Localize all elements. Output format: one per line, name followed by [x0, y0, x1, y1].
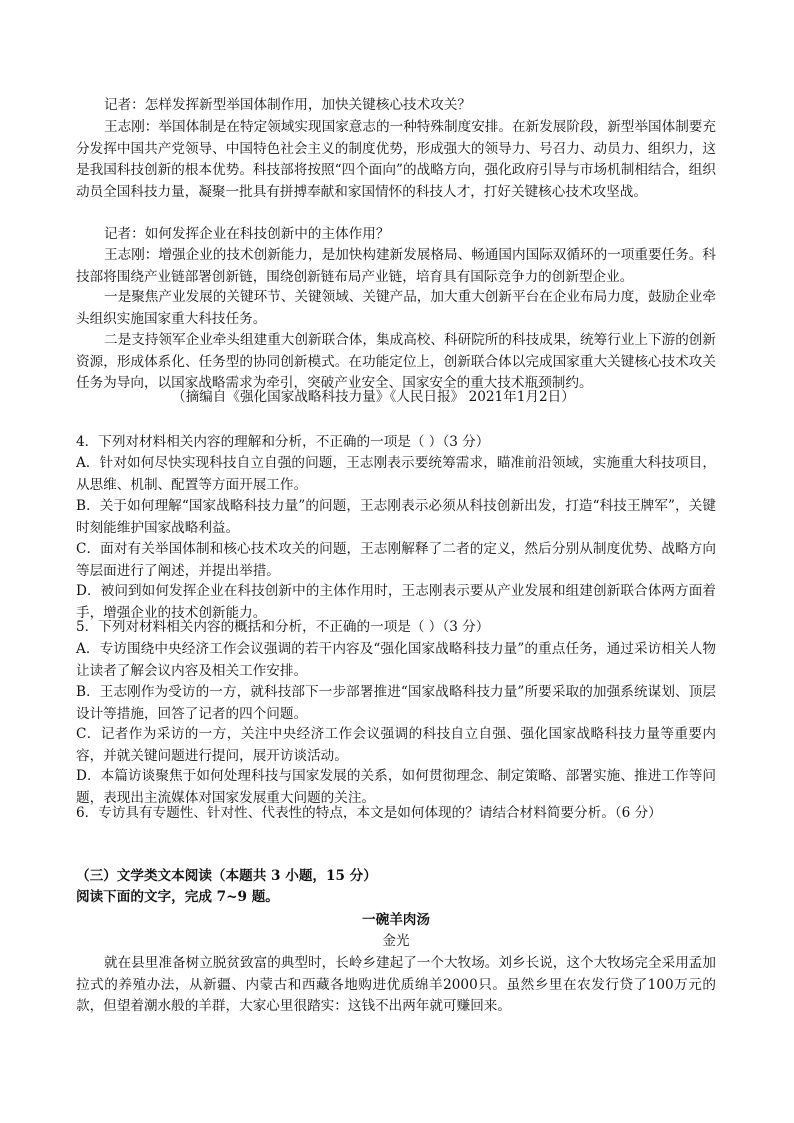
interview-answer-4: 二是支持领军企业牵头组建重大创新联合体，集成高校、科研院所的科技成果，统筹行业上下游的创新资源，形成体系化、任务型的协同创新模式。在功能定位上，创新联合体以完成国家重大关键核心技术攻关任务为导向，以国家战略需求为牵引，突破产业安全、国家安全的重大技术瓶颈制约。: [76, 332, 716, 391]
source-citation: （摘编自《强化国家战略科技力量》《人民日报》 2021年1月2日）: [172, 389, 575, 405]
question-5-option-d: D．本篇访谈聚焦于如何处理科技与国家发展的关系，如何贯彻理念、制定策略、部署实施、推进工作等问题，表现出主流媒体对国家发展重大问题的关注。: [76, 768, 716, 806]
question-4-option-d: D．被问到如何发挥企业在科技创新中的主体作用时，王志刚表示要从产业发展和组建创新联合体两方面着手，增强企业的技术创新能力。: [76, 583, 716, 621]
interview-answer-1: 王志刚：举国体制是在特定领域实现国家意志的一种特殊制度安排。在新发展阶段，新型举国体制要充分发挥中国共产党领导、中国特色社会主义的制度优势，形成强大的领导力、号召力、动员力、组织力，这是我国科技创新的根本优势。科技部将按照“四个面向”的战略方向，强化政府引导与市场机制相结合，组织动员全国科技力量，凝聚一批具有拼搏奉献和家国情怀的科技人才，打好关键核心技术攻坚战。: [76, 119, 716, 200]
interview-question-2: 记者：如何发挥企业在科技创新中的主体作用？: [104, 226, 390, 242]
question-4-option-c: C．面对有关举国体制和核心技术攻关的问题，王志刚解释了二者的定义，然后分别从制度优势、战略方向等层面进行了阐述，并提出举措。: [76, 541, 716, 579]
question-4-option-a: A．针对如何尽快实现科技自立自强的问题，王志刚表示要统筹需求，瞄准前沿领域，实施重大科技项目，从思维、机制、配置等方面开展工作。: [76, 455, 716, 493]
story-author: 金光: [382, 933, 410, 949]
interview-answer-2: 王志刚：增强企业的技术创新能力，是加快构建新发展格局、畅通国内国际双循环的一项重要任务。科技部将围绕产业链部署创新链，围绕创新链布局产业链，培育具有国际竞争力的创新型企业。: [76, 247, 716, 285]
section-heading: （三）文学类文本阅读（本题共 3 小题，15 分）: [76, 868, 377, 884]
story-title: 一碗羊肉汤: [362, 912, 430, 928]
question-5-option-b: B．王志刚作为受访的一方，就科技部下一步部署推进“国家战略科技力量”所要采取的加强系统谋划、顶层设计等措施，回答了记者的四个问题。: [76, 684, 716, 722]
interview-answer-3: 一是聚焦产业发展的关键环节、关键领域、关键产品，加大重大创新平台在企业布局力度，鼓励企业牵头组织实施国家重大科技任务。: [76, 289, 716, 327]
question-6: 6．专访具有专题性、针对性、代表性的特点，本文是如何体现的？请结合材料简要分析。（6 分）: [76, 805, 662, 821]
story-body: 就在县里准备树立脱贫致富的典型时，长岭乡建起了一个大牧场。刘乡长说，这个大牧场完全采用孟加拉式的养殖办法，从新疆、内蒙古和西藏各地购进优质绵羊2000只。虽然乡里在农发行贷了100万元的款，但望着潮水般的羊群，大家心里很踏实：这钱不出两年就可赚回来。: [76, 955, 716, 1014]
interview-question-1: 记者：怎样发挥新型举国体制作用，加快关键核心技术攻关？: [104, 97, 472, 113]
question-4-option-b: B．关于如何理解“国家战略科技力量”的问题，王志刚表示必须从科技创新出发，打造“科技王牌军”，关键时刻能维护国家战略利益。: [76, 498, 716, 536]
question-5-option-a: A．专访围绕中央经济工作会议强调的若干内容及“强化国家战略科技力量”的重点任务，通过采访相关人物让读者了解会议内容及相关工作安排。: [76, 641, 716, 679]
question-5-option-c: C．记者作为采访的一方，关注中央经济工作会议强调的科技自立自强、强化国家战略科技力量等重要内容，并就关键问题进行提问，展开访谈活动。: [76, 726, 716, 764]
section-instruction: 阅读下面的文字，完成 7~9 题。: [76, 889, 279, 905]
question-5: 5．下列对材料相关内容的概括和分析，不正确的一项是（ ）（3 分）: [76, 619, 490, 635]
question-4: 4．下列对材料相关内容的理解和分析，不正确的一项是（ ）（3 分）: [76, 434, 490, 450]
